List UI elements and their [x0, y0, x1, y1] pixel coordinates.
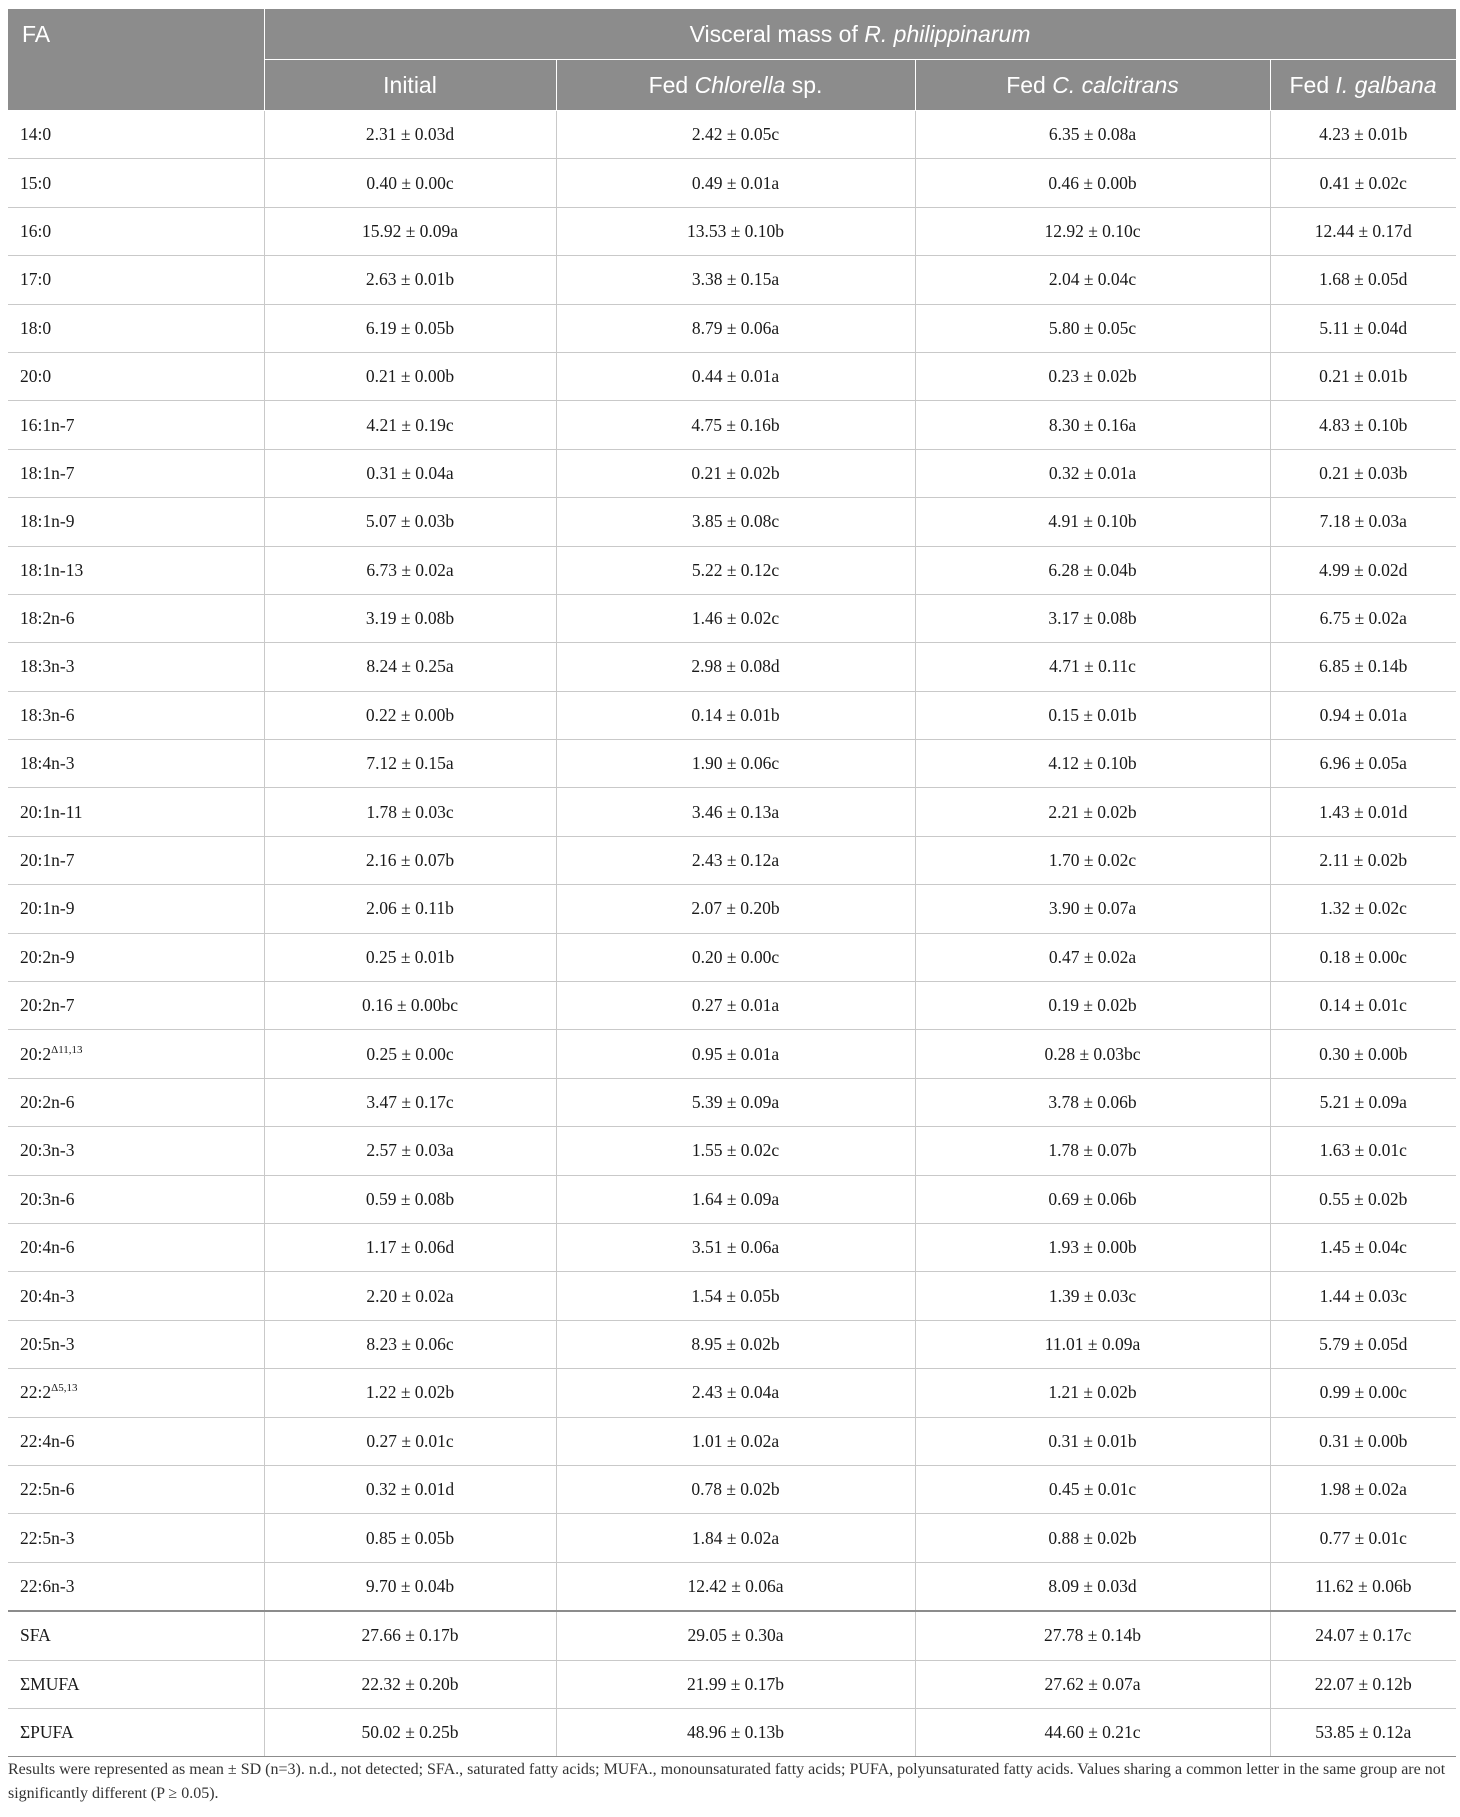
value-cell: 0.41 ± 0.02c: [1270, 159, 1456, 207]
value-cell: 1.01 ± 0.02a: [556, 1417, 915, 1465]
value-cell: 1.93 ± 0.00b: [915, 1223, 1270, 1271]
fa-name-cell: 22:5n-6: [8, 1465, 264, 1513]
summary-row: [8, 1660, 1456, 1708]
value-cell: 0.59 ± 0.08b: [264, 1175, 556, 1223]
value-cell: 0.32 ± 0.01d: [264, 1465, 556, 1513]
fa-name-cell: 18:0: [8, 304, 264, 352]
value-cell: 2.07 ± 0.20b: [556, 885, 915, 933]
table-row: [8, 788, 1456, 836]
fa-name-cell: 20:3n-6: [8, 1175, 264, 1223]
fa-name-cell: ΣPUFA: [8, 1708, 264, 1756]
fa-name-cell: 17:0: [8, 256, 264, 304]
fa-name-cell: $22:2^{\Delta 5,13}$: [8, 1369, 264, 1417]
value-cell: 6.96 ± 0.05a: [1270, 740, 1456, 788]
value-cell: 1.78 ± 0.07b: [915, 1127, 1270, 1175]
value-cell: 12.42 ± 0.06a: [556, 1562, 915, 1611]
value-cell: 5.22 ± 0.12c: [556, 546, 915, 594]
value-cell: 2.31 ± 0.03d: [264, 111, 556, 159]
value-cell: 3.85 ± 0.08c: [556, 498, 915, 546]
fa-name-cell: 15:0: [8, 159, 264, 207]
value-cell: 4.21 ± 0.19c: [264, 401, 556, 449]
value-cell: 0.27 ± 0.01a: [556, 982, 915, 1030]
value-cell: 4.99 ± 0.02d: [1270, 546, 1456, 594]
value-cell: 2.06 ± 0.11b: [264, 885, 556, 933]
table-row: [8, 1465, 1456, 1513]
value-cell: 4.91 ± 0.10b: [915, 498, 1270, 546]
column-header-fed-i-galbana: Fed I. galbana: [1270, 60, 1456, 111]
fa-name-cell: 20:4n-3: [8, 1272, 264, 1320]
value-cell: 0.14 ± 0.01b: [556, 691, 915, 739]
fatty-acid-table: [8, 8, 1457, 1757]
value-cell: 0.21 ± 0.01b: [1270, 352, 1456, 400]
value-cell: 1.90 ± 0.06c: [556, 740, 915, 788]
value-cell: 3.19 ± 0.08b: [264, 594, 556, 642]
table-row: [8, 498, 1456, 546]
value-cell: 6.73 ± 0.02a: [264, 546, 556, 594]
group-header: [264, 9, 1456, 60]
fa-name-cell: 20:2n-9: [8, 933, 264, 981]
value-cell: 0.27 ± 0.01c: [264, 1417, 556, 1465]
table-row: [8, 159, 1456, 207]
value-cell: 5.11 ± 0.04d: [1270, 304, 1456, 352]
table-row: [8, 691, 1456, 739]
value-cell: 3.51 ± 0.06a: [556, 1223, 915, 1271]
value-cell: 0.30 ± 0.00b: [1270, 1030, 1456, 1078]
table-row: [8, 1223, 1456, 1271]
value-cell: 11.62 ± 0.06b: [1270, 1562, 1456, 1611]
fa-name-cell: 20:5n-3: [8, 1320, 264, 1368]
value-cell: 8.30 ± 0.16a: [915, 401, 1270, 449]
value-cell: 6.28 ± 0.04b: [915, 546, 1270, 594]
table-row: [8, 207, 1456, 255]
table-row: [8, 933, 1456, 981]
value-cell: 27.62 ± 0.07a: [915, 1660, 1270, 1708]
fa-name-cell: 16:0: [8, 207, 264, 255]
value-cell: 0.78 ± 0.02b: [556, 1465, 915, 1513]
group-header-species: R. philippinarum: [864, 20, 1031, 47]
fa-column-header: FA: [8, 9, 264, 111]
value-cell: 0.31 ± 0.00b: [1270, 1417, 1456, 1465]
fa-name-cell: 18:1n-13: [8, 546, 264, 594]
value-cell: 13.53 ± 0.10b: [556, 207, 915, 255]
value-cell: 3.90 ± 0.07a: [915, 885, 1270, 933]
value-cell: 1.17 ± 0.06d: [264, 1223, 556, 1271]
value-cell: 0.99 ± 0.00c: [1270, 1369, 1456, 1417]
table-row: [8, 885, 1456, 933]
value-cell: 8.23 ± 0.06c: [264, 1320, 556, 1368]
value-cell: 0.85 ± 0.05b: [264, 1514, 556, 1562]
fa-name-cell: 18:1n-7: [8, 449, 264, 497]
value-cell: 1.63 ± 0.01c: [1270, 1127, 1456, 1175]
value-cell: 7.18 ± 0.03a: [1270, 498, 1456, 546]
value-cell: 0.44 ± 0.01a: [556, 352, 915, 400]
value-cell: 6.85 ± 0.14b: [1270, 643, 1456, 691]
value-cell: 0.25 ± 0.01b: [264, 933, 556, 981]
value-cell: 2.16 ± 0.07b: [264, 836, 556, 884]
value-cell: 0.20 ± 0.00c: [556, 933, 915, 981]
value-cell: 0.31 ± 0.01b: [915, 1417, 1270, 1465]
table-row: [8, 836, 1456, 884]
table-row: [8, 740, 1456, 788]
value-cell: 0.23 ± 0.02b: [915, 352, 1270, 400]
fa-name-cell: 18:1n-9: [8, 498, 264, 546]
value-cell: 53.85 ± 0.12a: [1270, 1708, 1456, 1756]
column-header-fed-chlorella: Fed Chlorella sp.: [556, 60, 915, 111]
value-cell: 0.88 ± 0.02b: [915, 1514, 1270, 1562]
fa-name-cell: 20:2n-6: [8, 1078, 264, 1126]
table-row: [8, 256, 1456, 304]
table-row: [8, 1127, 1456, 1175]
value-cell: 6.35 ± 0.08a: [915, 111, 1270, 159]
value-cell: 0.28 ± 0.03bc: [915, 1030, 1270, 1078]
table-row: [8, 1320, 1456, 1368]
table-row: [8, 1175, 1456, 1223]
value-cell: 1.45 ± 0.04c: [1270, 1223, 1456, 1271]
fa-name-cell: 18:3n-3: [8, 643, 264, 691]
column-header-initial: Initial: [264, 60, 556, 111]
fa-name-cell: 20:4n-6: [8, 1223, 264, 1271]
fa-name-cell: 22:4n-6: [8, 1417, 264, 1465]
value-cell: 0.18 ± 0.00c: [1270, 933, 1456, 981]
summary-row: [8, 1708, 1456, 1756]
value-cell: 15.92 ± 0.09a: [264, 207, 556, 255]
summary-row: [8, 1611, 1456, 1660]
value-cell: 6.19 ± 0.05b: [264, 304, 556, 352]
value-cell: 44.60 ± 0.21c: [915, 1708, 1270, 1756]
value-cell: 5.21 ± 0.09a: [1270, 1078, 1456, 1126]
value-cell: 0.21 ± 0.02b: [556, 449, 915, 497]
table-row: [8, 1078, 1456, 1126]
value-cell: 0.21 ± 0.00b: [264, 352, 556, 400]
table-row: [8, 304, 1456, 352]
fa-name-cell: 14:0: [8, 111, 264, 159]
value-cell: 0.31 ± 0.04a: [264, 449, 556, 497]
value-cell: 1.43 ± 0.01d: [1270, 788, 1456, 836]
value-cell: 0.16 ± 0.00bc: [264, 982, 556, 1030]
table-row: [8, 1369, 1456, 1417]
value-cell: 8.09 ± 0.03d: [915, 1562, 1270, 1611]
value-cell: 5.80 ± 0.05c: [915, 304, 1270, 352]
fa-name-cell: SFA: [8, 1611, 264, 1660]
value-cell: 3.78 ± 0.06b: [915, 1078, 1270, 1126]
value-cell: 0.46 ± 0.00b: [915, 159, 1270, 207]
fa-name-cell: 20:3n-3: [8, 1127, 264, 1175]
table-row: [8, 982, 1456, 1030]
value-cell: 4.12 ± 0.10b: [915, 740, 1270, 788]
value-cell: 22.07 ± 0.12b: [1270, 1660, 1456, 1708]
table-row: [8, 352, 1456, 400]
fa-name-cell: 20:1n-9: [8, 885, 264, 933]
value-cell: 0.15 ± 0.01b: [915, 691, 1270, 739]
value-cell: 0.94 ± 0.01a: [1270, 691, 1456, 739]
fa-superscript: Δ11,13: [51, 1043, 83, 1056]
fa-name-cell: 20:1n-11: [8, 788, 264, 836]
value-cell: 1.39 ± 0.03c: [915, 1272, 1270, 1320]
value-cell: 1.21 ± 0.02b: [915, 1369, 1270, 1417]
value-cell: 9.70 ± 0.04b: [264, 1562, 556, 1611]
value-cell: 24.07 ± 0.17c: [1270, 1611, 1456, 1660]
table-row: [8, 1562, 1456, 1611]
table-row: [8, 1272, 1456, 1320]
value-cell: 8.95 ± 0.02b: [556, 1320, 915, 1368]
value-cell: 2.42 ± 0.05c: [556, 111, 915, 159]
value-cell: 4.83 ± 0.10b: [1270, 401, 1456, 449]
value-cell: 0.32 ± 0.01a: [915, 449, 1270, 497]
value-cell: 5.07 ± 0.03b: [264, 498, 556, 546]
group-header-prefix: Visceral mass of: [689, 20, 865, 47]
value-cell: 4.75 ± 0.16b: [556, 401, 915, 449]
value-cell: 21.99 ± 0.17b: [556, 1660, 915, 1708]
value-cell: 0.77 ± 0.01c: [1270, 1514, 1456, 1562]
value-cell: 12.44 ± 0.17d: [1270, 207, 1456, 255]
value-cell: 2.04 ± 0.04c: [915, 256, 1270, 304]
table-row: [8, 111, 1456, 159]
table-row: [8, 594, 1456, 642]
value-cell: 2.43 ± 0.04a: [556, 1369, 915, 1417]
value-cell: 5.39 ± 0.09a: [556, 1078, 915, 1126]
value-cell: 50.02 ± 0.25b: [264, 1708, 556, 1756]
value-cell: 12.92 ± 0.10c: [915, 207, 1270, 255]
value-cell: 3.38 ± 0.15a: [556, 256, 915, 304]
value-cell: 0.25 ± 0.00c: [264, 1030, 556, 1078]
value-cell: 0.95 ± 0.01a: [556, 1030, 915, 1078]
value-cell: 7.12 ± 0.15a: [264, 740, 556, 788]
value-cell: 27.66 ± 0.17b: [264, 1611, 556, 1660]
value-cell: 6.75 ± 0.02a: [1270, 594, 1456, 642]
value-cell: 0.47 ± 0.02a: [915, 933, 1270, 981]
fa-name-cell: 22:5n-3: [8, 1514, 264, 1562]
value-cell: 11.01 ± 0.09a: [915, 1320, 1270, 1368]
value-cell: 0.40 ± 0.00c: [264, 159, 556, 207]
value-cell: 1.44 ± 0.03c: [1270, 1272, 1456, 1320]
value-cell: 29.05 ± 0.30a: [556, 1611, 915, 1660]
fa-name-cell: ΣMUFA: [8, 1660, 264, 1708]
value-cell: 1.64 ± 0.09a: [556, 1175, 915, 1223]
value-cell: 2.57 ± 0.03a: [264, 1127, 556, 1175]
value-cell: 0.55 ± 0.02b: [1270, 1175, 1456, 1223]
value-cell: 1.55 ± 0.02c: [556, 1127, 915, 1175]
value-cell: 4.71 ± 0.11c: [915, 643, 1270, 691]
table-header: [8, 9, 1456, 111]
table-footnote: Results were represented as mean ± SD (n=3). n.d., not detected; SFA., saturated fatty acids; MUFA., monounsaturated fatty acids; PUFA, polyunsaturated fatty acids. Values sharing a common letter in the same group are not significantly different (P ≥ 0.05).: [8, 1761, 1446, 1802]
fa-name-cell: 22:6n-3: [8, 1562, 264, 1611]
fa-name-cell: 20:1n-7: [8, 836, 264, 884]
table-row: [8, 1417, 1456, 1465]
value-cell: 3.17 ± 0.08b: [915, 594, 1270, 642]
value-cell: 1.78 ± 0.03c: [264, 788, 556, 836]
value-cell: 8.24 ± 0.25a: [264, 643, 556, 691]
value-cell: 0.19 ± 0.02b: [915, 982, 1270, 1030]
table-body: [8, 111, 1456, 1757]
fa-name-cell: 18:3n-6: [8, 691, 264, 739]
fa-name-cell: 18:4n-3: [8, 740, 264, 788]
value-cell: 1.98 ± 0.02a: [1270, 1465, 1456, 1513]
table-row: [8, 1030, 1456, 1078]
value-cell: 2.43 ± 0.12a: [556, 836, 915, 884]
value-cell: 8.79 ± 0.06a: [556, 304, 915, 352]
value-cell: 2.63 ± 0.01b: [264, 256, 556, 304]
value-cell: 22.32 ± 0.20b: [264, 1660, 556, 1708]
value-cell: 1.68 ± 0.05d: [1270, 256, 1456, 304]
fa-name-cell: 16:1n-7: [8, 401, 264, 449]
table-row: [8, 449, 1456, 497]
value-cell: 1.22 ± 0.02b: [264, 1369, 556, 1417]
table-row: [8, 1514, 1456, 1562]
value-cell: 3.47 ± 0.17c: [264, 1078, 556, 1126]
value-cell: 0.49 ± 0.01a: [556, 159, 915, 207]
value-cell: 48.96 ± 0.13b: [556, 1708, 915, 1756]
value-cell: 1.46 ± 0.02c: [556, 594, 915, 642]
value-cell: 0.22 ± 0.00b: [264, 691, 556, 739]
value-cell: 27.78 ± 0.14b: [915, 1611, 1270, 1660]
table-row: [8, 401, 1456, 449]
value-cell: 5.79 ± 0.05d: [1270, 1320, 1456, 1368]
fa-name-cell: 20:2n-7: [8, 982, 264, 1030]
value-cell: 1.70 ± 0.02c: [915, 836, 1270, 884]
fa-name-cell: 18:2n-6: [8, 594, 264, 642]
fatty-acid-table-container: [8, 8, 1456, 1757]
fa-superscript: Δ5,13: [51, 1382, 78, 1395]
value-cell: 0.69 ± 0.06b: [915, 1175, 1270, 1223]
value-cell: 0.21 ± 0.03b: [1270, 449, 1456, 497]
fa-name-cell: 20:0: [8, 352, 264, 400]
value-cell: 1.54 ± 0.05b: [556, 1272, 915, 1320]
value-cell: 1.32 ± 0.02c: [1270, 885, 1456, 933]
value-cell: 2.21 ± 0.02b: [915, 788, 1270, 836]
value-cell: 4.23 ± 0.01b: [1270, 111, 1456, 159]
value-cell: 1.84 ± 0.02a: [556, 1514, 915, 1562]
value-cell: 2.98 ± 0.08d: [556, 643, 915, 691]
column-header-fed-c-calcitrans: Fed C. calcitrans: [915, 60, 1270, 111]
value-cell: 0.14 ± 0.01c: [1270, 982, 1456, 1030]
value-cell: 2.20 ± 0.02a: [264, 1272, 556, 1320]
value-cell: 0.45 ± 0.01c: [915, 1465, 1270, 1513]
table-row: [8, 546, 1456, 594]
fa-name-cell: $20:2^{\Delta 11,13}$: [8, 1030, 264, 1078]
value-cell: 2.11 ± 0.02b: [1270, 836, 1456, 884]
value-cell: 3.46 ± 0.13a: [556, 788, 915, 836]
table-row: [8, 643, 1456, 691]
